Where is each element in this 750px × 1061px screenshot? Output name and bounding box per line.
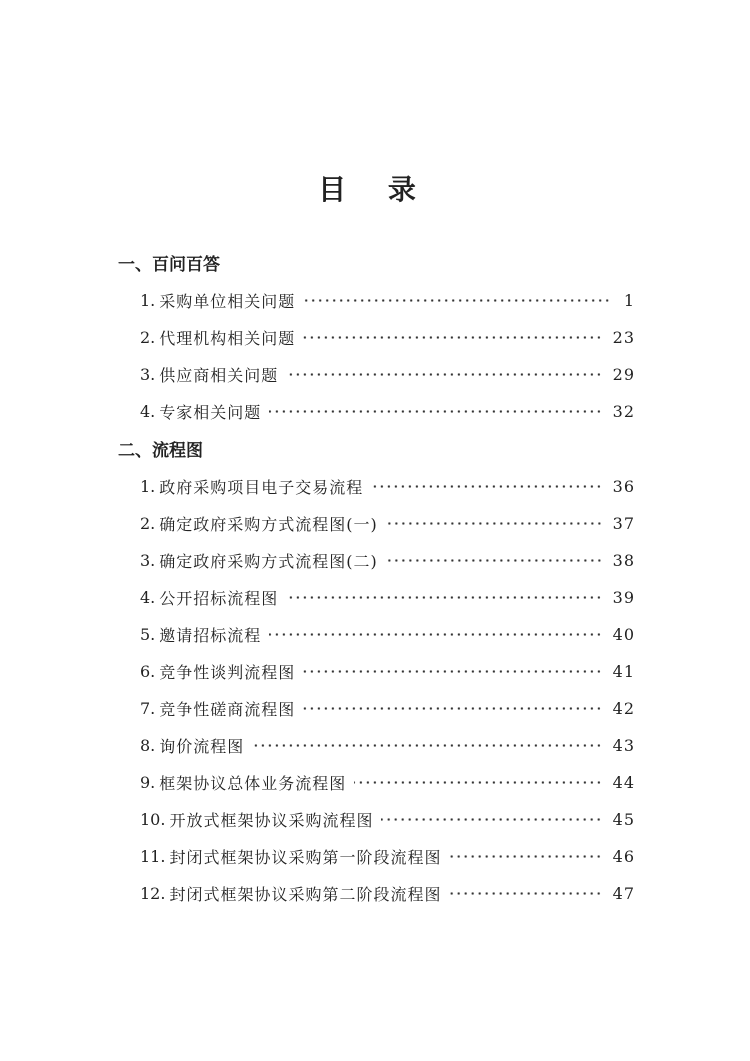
entry-page-number: 39 xyxy=(612,587,635,607)
dot-leader xyxy=(252,744,602,747)
dot-leader xyxy=(286,373,602,376)
dot-leader xyxy=(386,559,603,562)
entry-page-number: 37 xyxy=(612,513,635,533)
entry-number: 7. xyxy=(140,698,156,718)
entry-page-number: 47 xyxy=(612,883,635,903)
toc-entry[interactable] xyxy=(140,548,635,572)
dot-leader xyxy=(371,485,602,488)
toc-entry[interactable] xyxy=(140,288,635,312)
entry-label: 确定政府采购方式流程图(一) xyxy=(159,514,378,534)
toc-entry[interactable] xyxy=(140,474,635,498)
toc-entry[interactable] xyxy=(140,733,635,757)
section-heading: 一、百问百答 xyxy=(118,255,220,275)
entry-page-number: 45 xyxy=(612,809,635,829)
entry-label: 竞争性谈判流程图 xyxy=(159,662,296,682)
dot-leader xyxy=(449,892,602,895)
entry-page-number: 46 xyxy=(612,846,635,866)
dot-leader xyxy=(381,818,602,821)
entry-number: 2. xyxy=(140,327,156,347)
entry-page-number: 36 xyxy=(612,476,635,496)
toc-entry[interactable] xyxy=(140,659,635,683)
dot-leader xyxy=(303,670,602,673)
entry-number: 11. xyxy=(140,846,166,866)
entry-label: 政府采购项目电子交易流程 xyxy=(159,477,364,497)
toc-entry[interactable] xyxy=(140,399,635,423)
dot-leader xyxy=(354,781,602,784)
entry-page-number: 41 xyxy=(612,661,635,681)
entry-label: 询价流程图 xyxy=(159,736,245,756)
dot-leader xyxy=(449,855,602,858)
entry-label: 封闭式框架协议采购第一阶段流程图 xyxy=(169,847,442,867)
entry-number: 2. xyxy=(140,513,156,533)
entry-number: 4. xyxy=(140,401,156,421)
entry-label: 框架协议总体业务流程图 xyxy=(159,773,347,793)
section-heading: 二、流程图 xyxy=(118,441,203,461)
toc-entry[interactable] xyxy=(140,844,635,868)
toc-entry[interactable] xyxy=(140,362,635,386)
entry-label: 开放式框架协议采购流程图 xyxy=(169,810,374,830)
toc-entry[interactable] xyxy=(140,696,635,720)
entry-label: 采购单位相关问题 xyxy=(159,291,296,311)
toc-entry[interactable] xyxy=(140,622,635,646)
entry-page-number: 44 xyxy=(612,772,635,792)
entry-page-number: 43 xyxy=(612,735,635,755)
dot-leader xyxy=(303,336,602,339)
entry-number: 1. xyxy=(140,290,156,310)
entry-number: 5. xyxy=(140,624,156,644)
dot-leader xyxy=(386,522,603,525)
entry-page-number: 38 xyxy=(612,550,635,570)
toc-entry[interactable] xyxy=(140,881,635,905)
entry-number: 8. xyxy=(140,735,156,755)
entry-page-number: 32 xyxy=(612,401,635,421)
toc-entry[interactable] xyxy=(140,770,635,794)
entry-page-number: 42 xyxy=(612,698,635,718)
page-title: 目 录 xyxy=(318,173,432,206)
dot-leader xyxy=(303,299,611,302)
entry-page-number: 40 xyxy=(612,624,635,644)
entry-label: 供应商相关问题 xyxy=(159,365,279,385)
entry-label: 邀请招标流程 xyxy=(159,625,262,645)
toc-entry[interactable] xyxy=(140,585,635,609)
dot-leader xyxy=(269,410,602,413)
entry-label: 确定政府采购方式流程图(二) xyxy=(159,551,378,571)
entry-label: 公开招标流程图 xyxy=(159,588,279,608)
entry-label: 封闭式框架协议采购第二阶段流程图 xyxy=(169,884,442,904)
entry-number: 4. xyxy=(140,587,156,607)
entry-number: 9. xyxy=(140,772,156,792)
toc-entry[interactable] xyxy=(140,807,635,831)
toc-entry[interactable] xyxy=(140,325,635,349)
entry-number: 1. xyxy=(140,476,156,496)
entry-page-number: 23 xyxy=(612,327,635,347)
entry-label: 竞争性磋商流程图 xyxy=(159,699,296,719)
dot-leader xyxy=(303,707,602,710)
entry-label: 代理机构相关问题 xyxy=(159,328,296,348)
dot-leader xyxy=(286,596,602,599)
entry-number: 6. xyxy=(140,661,156,681)
toc-entry[interactable] xyxy=(140,511,635,535)
dot-leader xyxy=(269,633,602,636)
entry-page-number: 29 xyxy=(612,364,635,384)
entry-number: 12. xyxy=(140,883,166,903)
entry-page-number: 1 xyxy=(623,290,635,310)
entry-label: 专家相关问题 xyxy=(159,402,262,422)
entry-number: 3. xyxy=(140,364,156,384)
entry-number: 3. xyxy=(140,550,156,570)
entry-number: 10. xyxy=(140,809,166,829)
